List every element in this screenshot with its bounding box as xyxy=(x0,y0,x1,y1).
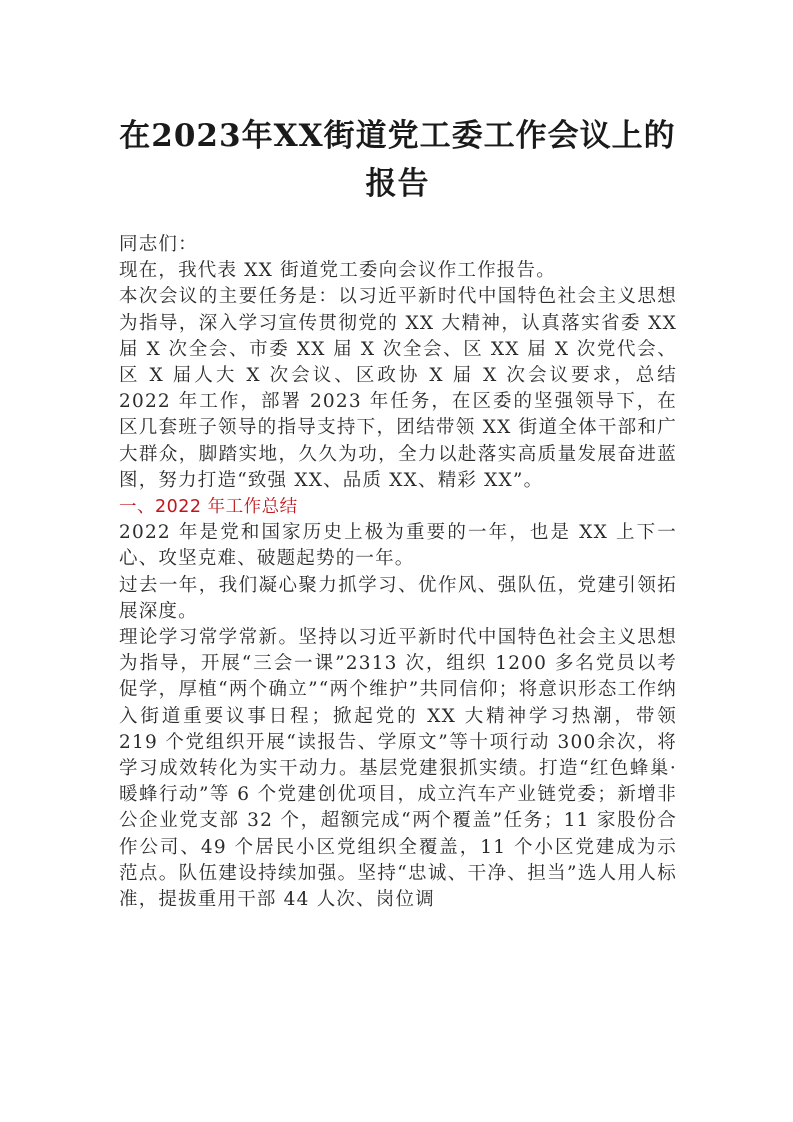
document-title: 在2023年XX街道党工委工作会议上的报告 xyxy=(119,118,676,202)
intro-paragraph: 现在，我代表 XX 街道党工委向会议作工作报告。 xyxy=(119,260,556,282)
document-body xyxy=(119,232,677,913)
summary-paragraph-2: 过去一年，我们凝心聚力抓学习、优作风、强队伍，党建引领拓展深度。 xyxy=(119,574,677,622)
section-heading: 一、2022 年工作总结 xyxy=(119,497,298,518)
summary-paragraph-3: 理论学习常学常新。坚持以习近平新时代中国特色社会主义思想为指导，开展“三会一课”2313 次，组织 1200 多名党员以考促学，厚植“两个确立”“两个维护”共同信仰；将意识形态工作纳入街道重要议事日程；掀起党的 XX 大精神学习热潮，带领 219 个党组织开展“读报告、学原文”等十项行动 300余次，将学习成效转化为实干动力。基层党建狠抓实绩。打造“红色蜂巢·暖蜂行动”等 6 个党建创优项目，成立汽车产业链党委；新增非公企业党支部 32 个，超额完成“两个覆盖”任务；11 家股份合作公司、49 个居民小区党组织全覆盖，11 个小区党建成为示范点。队伍建设持续加强。坚持“忠诚、干净、担当”选人用人标准，提拔重用干部 44 人次、岗位调 xyxy=(119,627,677,911)
summary-paragraph-1: 2022 年是党和国家历史上极为重要的一年，也是 XX 上下一心、攻坚克难、破题起势的一年。 xyxy=(119,522,677,570)
salutation: 同志们： xyxy=(119,234,198,255)
tasks-paragraph: 本次会议的主要任务是：以习近平新时代中国特色社会主义思想为指导，深入学习宣传贯彻党的 XX 大精神，认真落实省委 XX 届 X 次全会、市委 XX 届 X 次全会、区 XX 届 X 次党代会、区 X 届人大 X 次会议、区政协 X 届 X 次会议要求，总结 2022 年工作，部署 2023 年任务，在区委的坚强领导下，在区几套班子领导的指导支持下，团结带领 XX 街道全体干部和广大群众，脚踏实地，久久为功，全力以赴落实高质量发展奋进蓝图，努力打造“致强 XX、品质 XX、精彩 XX”。 xyxy=(119,286,677,491)
